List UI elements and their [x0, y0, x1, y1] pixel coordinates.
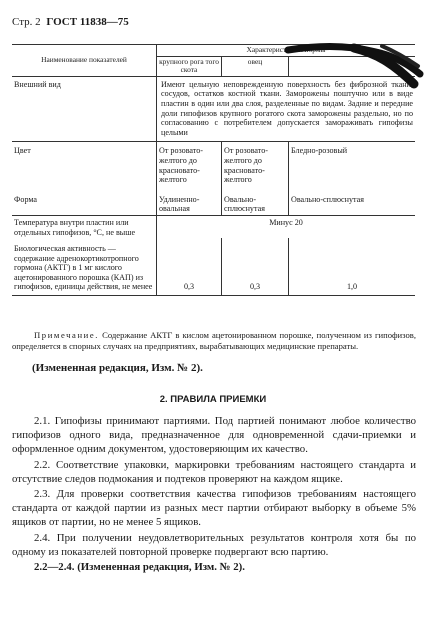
paragraph: 2.2. Соответствие упаковки, маркировки требованиям настоящего стандарта и отсутствие следов подмокания и подтеков проверяют на каждом ящике.: [12, 458, 416, 485]
table-header-group: Характеристика и нормы: [157, 45, 416, 57]
cell-value: Удлиненно-овальная: [157, 186, 222, 216]
table-subheader-cattle: крупного рога того скота: [157, 56, 222, 76]
edition-note: (Измененная редакция, Изм. № 2).: [32, 362, 203, 374]
row-name: Внешний вид: [14, 79, 61, 89]
paragraph: 2.4. При получении неудовлетворительных результатов контроля хотя бы по одному из показателей повторной проверке подвергают всю партию.: [12, 531, 416, 558]
cell-value: Овально-сплюснутая: [289, 186, 416, 216]
edition-note-2: 2.2—2.4. (Измененная редакция, Изм. № 2).: [34, 561, 245, 574]
table-row: [12, 142, 415, 186]
table-row: [12, 238, 415, 295]
paragraph: 2.3. Для проверки соответствия качества гипофизов требованиям настоящего стандарта от каждой партии из разных мест партии отбирают выборку в объеме 5% ящиков от партии, но не менее 5 ящиков.: [12, 488, 416, 529]
page-header: [12, 16, 129, 28]
doc-code: ГОСТ 11838—75: [46, 16, 129, 28]
paragraph: 2.1. Гипофизы принимают партиями. Под партией понимают любое количество гипофизов одного вида, предназначенное для одновременной сдачи-приемки и оформленное одним документом, удостоверяющим их качество.: [12, 415, 416, 456]
cell-value: От розовато-желтого до красновато-желтого: [222, 142, 289, 186]
section-title: 2. ПРАВИЛА ПРИЕМКИ: [159, 394, 267, 405]
row-name: Цвет: [14, 146, 31, 156]
row-appearance-value: Имеют цельную неповрежденную поверхность без фиброзной ткани, сосудов, остатков костной ткани. Заморожены поштучно или в виде пластин в один или два слоя, разделенные по видам. Задние и передние доли гипофизов крупного рогатого скота заморожены раздельно, но по согласованию с потребителем допускается замораживать гипофизы целыми: [157, 76, 416, 142]
cell-value: 0,3: [222, 238, 289, 295]
table-row: [12, 215, 415, 238]
table-header-name: Наименование показателей: [41, 55, 127, 65]
cell-value: Бледно-розовый: [289, 142, 416, 186]
cell-value: 0,3: [157, 238, 222, 295]
note-lead: Примечание.: [34, 330, 100, 340]
section-body: [12, 414, 416, 575]
note-text: Содержание АКТГ в кислом ацетонированном порошке, полученном из гипофизов, определяется в спорных случаях на предприятиях, вырабатывающих медицинские препараты.: [12, 330, 417, 351]
cell-value-temperature: Минус 20: [157, 215, 416, 238]
row-name: Форма: [14, 194, 38, 204]
cell-value: Овально-сплюснутая: [222, 186, 289, 216]
table-subheader-sheep: овец: [222, 56, 289, 76]
table-note: [12, 330, 416, 352]
row-name: Биологическая активность — содержание адренокортикотропного гормона (АКТГ) в 1 мг кислого ацетонированного порошка (КАП) из гипофизов, единицы действия, не менее: [14, 244, 153, 292]
row-name: Температура внутри пластин или отдельных гипофизов, °С, не выше: [14, 217, 136, 237]
table-row: [12, 186, 415, 216]
page-label: Стр. 2: [12, 16, 41, 28]
ink-scribble-mark: [284, 40, 424, 92]
cell-value: От розовато-желтого до красновато-желтого: [157, 142, 222, 186]
cell-value: 1,0: [289, 238, 416, 295]
